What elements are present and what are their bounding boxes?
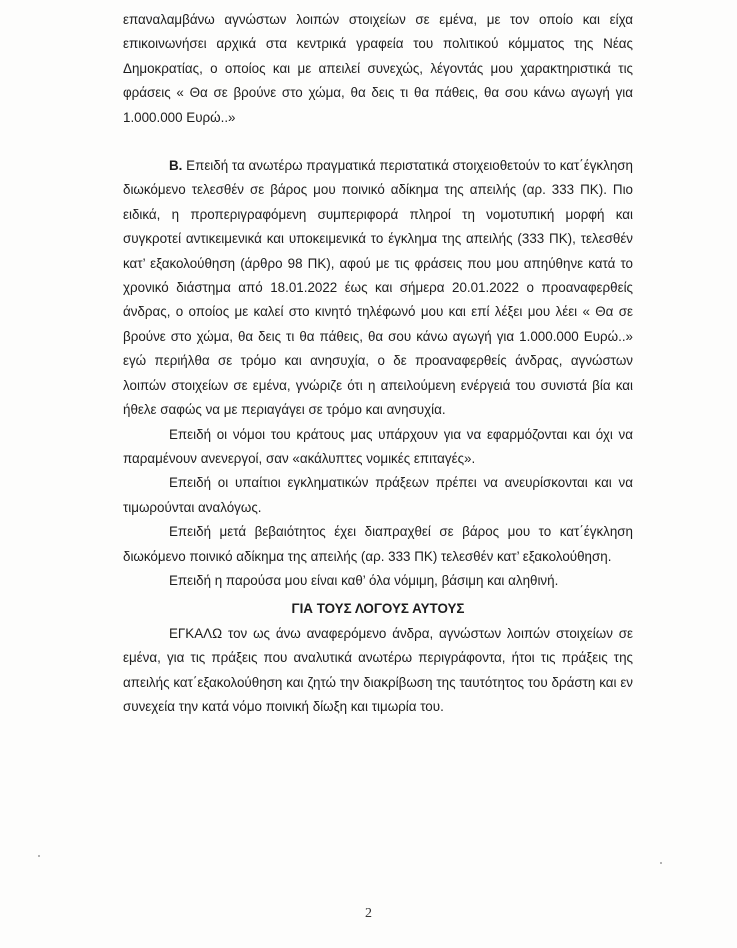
paragraph-culprits: Επειδή οι υπαίτιοι εγκληματικών πράξεων πρέπει να ανευρίσκονται και να τιμωρούνται αναλόγως.: [123, 475, 633, 515]
paragraph-certainty: Επειδή μετά βεβαιότητος έχει διαπραχθεί σε βάρος μου το κατ΄έγκληση διωκόμενο ποινικό αδίκημα της απειλής (αρ. 333 ΠΚ) τελεσθέν κατ’ εξακολούθηση.: [123, 524, 633, 564]
paragraph-complaint: ΕΓΚΑΛΩ τον ως άνω αναφερόμενο άνδρα, αγνώστων λοιπών στοιχείων σε εμένα, για τις πράξεις που αναλυτικά ανωτέρω περιγράφοντα, ήτοι τις πράξεις της απειλής κατ΄εξακολούθηση και ζητώ την διακρίβωση της ταυτότητος του δράστη και εν συνεχεία την κατά νόμο ποινική δίωξη και τιμωρία του.: [123, 625, 633, 714]
paragraph-section-b: [123, 154, 633, 422]
scan-speck: [660, 862, 662, 864]
paragraph-section-b-text: Επειδή τα ανωτέρω πραγματικά περιστατικά στοιχειοθετούν το κατ΄έγκληση διωκόμενο τελεσθέν σε βάρος μου ποινικό αδίκημα της απειλής (αρ. 333 ΠΚ). Πιο ειδικά, η προπεριγραφόμενη συμπεριφορά πληροί τη νομοτυπική μορφή και συγκροτεί αντικειμενικά και υποκειμενικά το έγκλημα της απειλής (333 ΠΚ), τελεσθέν κατ’ εξακολούθηση (άρθρο 98 ΠΚ), αφού με τις φράσεις που μου απηύθηνε κατά το χρονικό διάστημα από 18.01.2022 έως και σήμερα 20.01.2022 ο προαναφερθείς άνδρας, ο οποίος με καλεί στο κινητό τηλέφωνό μου και επί λέξει μου λέει « Θα σε βρούνε στο χώμα, θα δεις τι θα πάθεις, θα σου κάνω αγωγή για 1.000.000 Ευρώ..» εγώ περιήλθα σε τρόμο και ανησυχία, ο δε προαναφερθείς άνδρας, αγνώστων λοιπών στοιχείων σε εμένα, γνώριζε ότι η απειλούμενη ενέργειά του συνιστά βία και ήθελε σαφώς να με περιαγάγει σε τρόμο και ανησυχία.: [123, 158, 633, 418]
paragraph-lawful: Επειδή η παρούσα μου είναι καθ’ όλα νόμιμη, βάσιμη και αληθινή.: [169, 572, 559, 588]
section-label: Β.: [169, 158, 183, 174]
scan-speck: [38, 855, 40, 857]
page-number: 2: [365, 906, 372, 921]
paragraph-laws: Επειδή οι νόμοι του κράτους μας υπάρχουν για να εφαρμόζονται και όχι να παραμένουν ανενεργοί, σαν «ακάλυπτες νομικές επιταγές».: [123, 426, 633, 466]
section-heading: ΓΙΑ ΤΟΥΣ ΛΟΓΟΥΣ ΑΥΤΟΥΣ: [291, 601, 465, 617]
paragraph-continuation: επαναλαμβάνω αγνώστων λοιπών στοιχείων σε εμένα, με τον οποίο και είχα επικοινωνήσει αρχικά στα κεντρικά γραφεία του πολιτικού κόμματος της Νέας Δημοκρατίας, ο οποίος και με απειλεί συνεχώς, λέγοντάς μου χαρακτηριστικά τις φράσεις « Θα σε βρούνε στο χώμα, θα δεις τι θα πάθεις, θα σου κάνω αγωγή για 1.000.000 Ευρώ..»: [123, 12, 633, 125]
document-body: [123, 8, 633, 719]
